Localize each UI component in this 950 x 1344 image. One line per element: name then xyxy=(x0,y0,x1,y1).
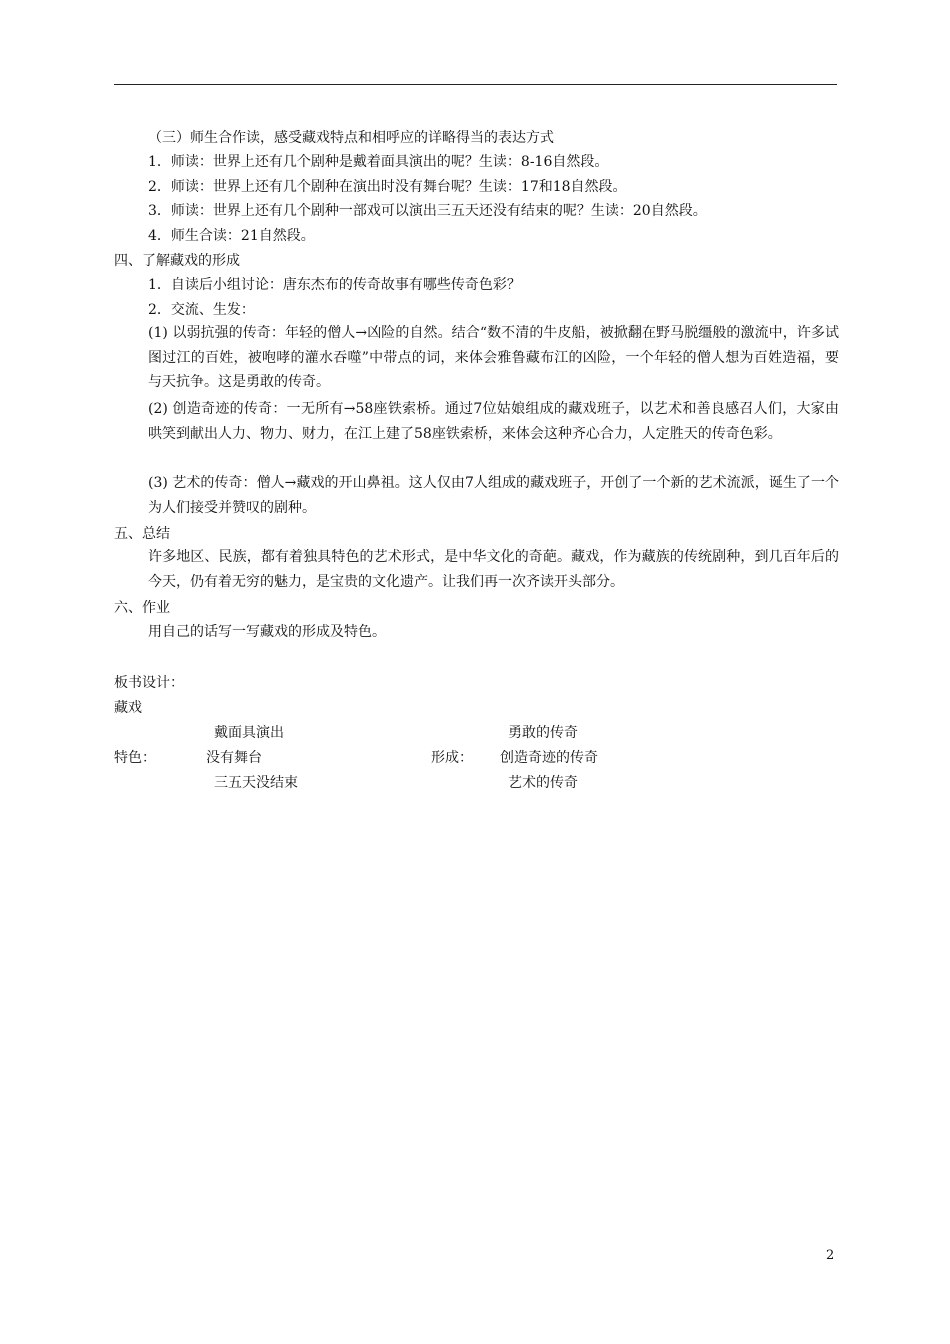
section3-item-2: 2．师读：世界上还有几个剧种在演出时没有舞台呢？生读：17和18自然段。 xyxy=(148,179,627,195)
point-1-text: (1) 以弱抗强的传奇：年轻的僧人→凶险的自然。结合“数不清的牛皮船，被掀翻在野马脱缰般的激流中，许多试图过江的百姓，被咆哮的灌水吞噬”中带点的词，来体会雅鲁藏布江的凶险，一个年轻的僧人想为百姓造福，要与天抗争。这是勇敢的传奇。 xyxy=(148,325,839,390)
point-2-paragraph xyxy=(114,397,839,446)
homework-text: 用自己的话写一写藏戏的形成及特色。 xyxy=(148,624,386,640)
section4-item-2: 2．交流、生发： xyxy=(148,302,255,318)
feature-2: 没有舞台 xyxy=(206,750,262,766)
board-subject: 藏戏 xyxy=(114,700,142,716)
formation-3: 艺术的传奇 xyxy=(508,775,578,791)
section4-item-1: 1．自读后小组讨论：唐东杰布的传奇故事有哪些传奇色彩？ xyxy=(148,277,521,293)
section5-heading: 五、总结 xyxy=(114,526,170,542)
features-label: 特色： xyxy=(114,750,156,766)
page-number: 2 xyxy=(826,1248,835,1263)
point-1-paragraph xyxy=(114,321,839,395)
header-rule xyxy=(114,84,837,85)
point-3-text: (3) 艺术的传奇：僧人→藏戏的开山鼻祖。这人仅由7人组成的藏戏班子，开创了一个新的艺术流派，诞生了一个为人们接受并赞叹的剧种。 xyxy=(148,475,839,516)
formation-1: 勇敢的传奇 xyxy=(508,725,578,741)
section3-item-1: 1．师读：世界上还有几个剧种是戴着面具演出的呢？生读：8-16自然段。 xyxy=(148,154,609,170)
board-title: 板书设计： xyxy=(114,675,184,691)
formation-2: 创造奇迹的传奇 xyxy=(500,750,598,766)
section3-heading: （三）师生合作读，感受藏戏特点和相呼应的详略得当的表达方式 xyxy=(148,130,554,146)
feature-1: 戴面具演出 xyxy=(214,725,284,741)
feature-3: 三五天没结束 xyxy=(214,775,298,791)
formation-label: 形成： xyxy=(431,750,473,766)
section6-heading: 六、作业 xyxy=(114,600,170,616)
section3-item-3: 3．师读：世界上还有几个剧种一部戏可以演出三五天还没有结束的呢？生读：20自然段。 xyxy=(148,203,707,219)
section4-heading: 四、了解藏戏的形成 xyxy=(114,253,240,269)
point-3-paragraph xyxy=(114,471,839,520)
summary-paragraph xyxy=(114,545,839,594)
point-2-text: (2) 创造奇迹的传奇：一无所有→58座铁索桥。通过7位姑娘组成的藏戏班子，以艺术和善良感召人们，大家由哄笑到献出人力、物力、财力，在江上建了58座铁索桥，来体会这种齐心合力，人定胜天的传奇色彩。 xyxy=(148,401,839,442)
section3-item-4: 4．师生合读：21自然段。 xyxy=(148,228,315,244)
summary-text: 许多地区、民族，都有着独具特色的艺术形式，是中华文化的奇葩。藏戏，作为藏族的传统剧种，到几百年后的今天，仍有着无穷的魅力，是宝贵的文化遗产。让我们再一次齐读开头部分。 xyxy=(148,549,839,590)
